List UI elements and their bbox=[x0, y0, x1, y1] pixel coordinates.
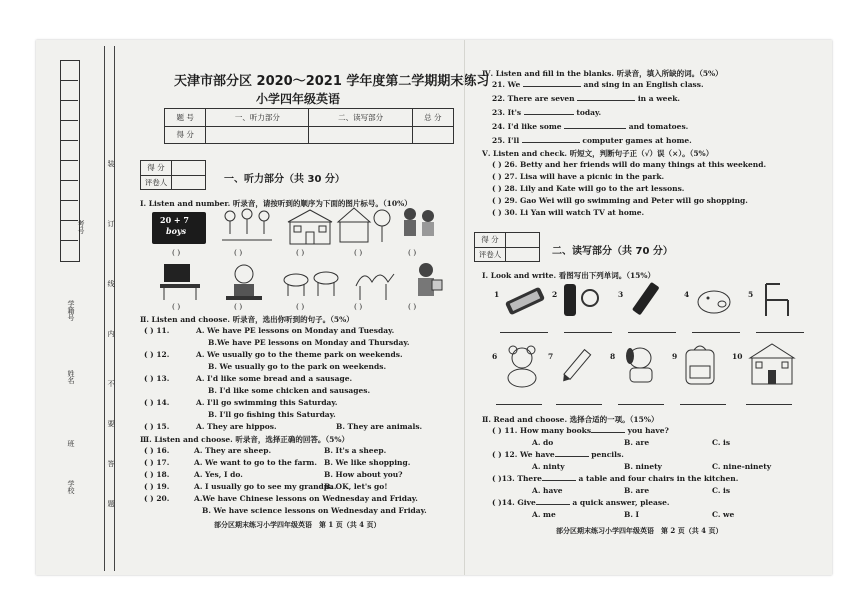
answer-blank[interactable] bbox=[555, 456, 589, 457]
option-c: C. is bbox=[712, 486, 731, 495]
question-number: ( ) 12. bbox=[144, 350, 170, 359]
option-a: A. I'd like some bread and a sausage. bbox=[196, 374, 353, 383]
part1-s1-title: Ⅰ. Listen and number. 听录音，请按听到的顺序为下面的图片标号。（10%） bbox=[140, 199, 412, 208]
question-text: you have? bbox=[627, 426, 669, 435]
picture-number: 6 bbox=[492, 352, 498, 361]
question-text: a table and four chairs in the kitchen. bbox=[578, 474, 739, 483]
score-table-cell: 总 分 bbox=[412, 109, 453, 127]
question-number: ( ) 13. bbox=[144, 374, 170, 383]
picture-number: 10 bbox=[732, 352, 743, 361]
score-box-label: 得 分 bbox=[475, 233, 506, 248]
answer-line[interactable] bbox=[496, 404, 542, 405]
school-building-picture bbox=[284, 206, 336, 246]
check-item: ( ) 30. Li Yan will watch TV at home. bbox=[492, 208, 645, 217]
pencil-box-picture bbox=[502, 282, 548, 320]
part2-s2-title: Ⅱ. Read and choose. 选择合适的一项。（15%） bbox=[482, 415, 659, 424]
part2-s1-title: Ⅰ. Look and write. 看图写出下列单词。（15%） bbox=[482, 271, 656, 280]
option-b: B. I bbox=[624, 510, 640, 519]
option-b: B. ninety bbox=[624, 462, 662, 471]
question-number: ( )14. bbox=[492, 498, 515, 507]
seal-char: 不 bbox=[107, 380, 115, 387]
question-text: Give bbox=[517, 498, 536, 507]
question-number: ( ) 15. bbox=[144, 422, 170, 431]
answer-paren: ( ) bbox=[234, 302, 243, 311]
option-c: C. nine-ninety bbox=[712, 462, 772, 471]
answer-paren: ( ) bbox=[234, 248, 243, 257]
grader-box-label: 评卷人 bbox=[141, 175, 172, 190]
picture-number: 9 bbox=[672, 352, 678, 361]
check-item: ( ) 27. Lisa will have a picnic in the park. bbox=[492, 172, 665, 181]
question-number: ( ) 11. bbox=[492, 426, 518, 435]
blank-pre: 22. There are seven bbox=[492, 94, 575, 103]
board-text: boys bbox=[166, 226, 187, 236]
part1-s5-title: Ⅴ. Listen and check. 听短文，判断句子正（√）误（×）。（5%） bbox=[482, 149, 714, 158]
option-a: A. ninty bbox=[532, 462, 565, 471]
answer-blank[interactable] bbox=[523, 86, 581, 87]
answer-line[interactable] bbox=[556, 404, 602, 405]
house-tree-picture bbox=[336, 202, 392, 248]
fill-blank-item bbox=[492, 80, 704, 89]
seal-char: 订 bbox=[107, 220, 115, 227]
answer-blank[interactable] bbox=[564, 128, 626, 129]
option-b: B. They are animals. bbox=[336, 422, 423, 431]
answer-blank[interactable] bbox=[524, 114, 574, 115]
option-b: B. It's a sheep. bbox=[324, 446, 387, 455]
exam-subtitle: 小学四年级英语 bbox=[256, 92, 341, 106]
name-label: 姓名 bbox=[67, 370, 75, 384]
option-b: B. How about you? bbox=[324, 470, 403, 479]
option-a: A. do bbox=[532, 438, 554, 447]
children-playing-picture bbox=[218, 206, 276, 246]
seal-char: 线 bbox=[107, 280, 115, 287]
blank-pre: 24. I'd like some bbox=[492, 122, 562, 131]
score-table-cell bbox=[309, 126, 412, 144]
footer-left: 部分区期末练习小学四年级英语 第 1 页（共 4 页） bbox=[214, 520, 381, 529]
score-table-cell bbox=[412, 126, 453, 144]
score-box-part1 bbox=[140, 160, 206, 190]
pen-picture bbox=[556, 346, 596, 386]
question-text: There bbox=[517, 474, 542, 483]
blank-pre: 21. We bbox=[492, 80, 521, 89]
part1-s3-title: Ⅲ. Listen and choose. 听录音，选择正确的回答。（5%） bbox=[140, 435, 350, 444]
question-number: ( )13. bbox=[492, 474, 515, 483]
question-text: How many books bbox=[520, 426, 592, 435]
check-item: ( ) 28. Lily and Kate will go to the art lessons. bbox=[492, 184, 685, 193]
question-number: ( ) 11. bbox=[144, 326, 170, 335]
boy-eating-picture bbox=[222, 262, 266, 304]
ruler-eraser-picture bbox=[560, 280, 602, 320]
family-picture bbox=[398, 204, 442, 246]
dog-picture bbox=[618, 344, 662, 386]
fill-blank-item bbox=[492, 136, 692, 145]
part1-s2-title: Ⅱ. Listen and choose. 听录音，选出你听到的句子。（5%） bbox=[140, 315, 354, 324]
option-a: A. They are hippos. bbox=[196, 422, 277, 431]
option-c: C. we bbox=[712, 510, 735, 519]
fill-blank-item bbox=[492, 94, 680, 103]
fill-blank-item bbox=[492, 122, 688, 131]
answer-paren: ( ) bbox=[408, 302, 417, 311]
option-a: A. They are sheep. bbox=[194, 446, 272, 455]
option-a: A.We have Chinese lessons on Wednesday and Friday. bbox=[194, 494, 418, 503]
question-number: ( ) 20. bbox=[144, 494, 170, 503]
seal-char: 答 bbox=[107, 460, 115, 467]
binding-line bbox=[104, 46, 105, 571]
answer-line[interactable] bbox=[756, 332, 804, 333]
option-a: A. We want to go to the farm. bbox=[194, 458, 317, 467]
picture-number: 8 bbox=[610, 352, 616, 361]
option-c: C. is bbox=[712, 438, 731, 447]
blank-post: and tomatoes. bbox=[628, 122, 689, 131]
boy-reading-picture bbox=[408, 260, 448, 304]
blank-post: computer games at home. bbox=[582, 136, 692, 145]
option-a: A. have bbox=[532, 486, 563, 495]
seal-char: 装 bbox=[107, 160, 115, 167]
question-text: a quick answer, please. bbox=[572, 498, 670, 507]
answer-line[interactable] bbox=[618, 404, 664, 405]
answer-blank[interactable] bbox=[522, 142, 580, 143]
part2-heading: 二、读写部分（共 70 分） bbox=[552, 246, 673, 257]
answer-paren: ( ) bbox=[354, 248, 363, 257]
answer-blank[interactable] bbox=[577, 100, 635, 101]
page-fold bbox=[464, 40, 465, 575]
score-table-cell: 得 分 bbox=[165, 126, 206, 144]
computer-desk-picture bbox=[156, 262, 206, 302]
seal-char: 题 bbox=[107, 500, 115, 507]
crayon-picture bbox=[626, 282, 666, 318]
answer-line[interactable] bbox=[746, 404, 792, 405]
seal-char: 要 bbox=[107, 420, 115, 427]
answer-line[interactable] bbox=[564, 332, 612, 333]
exam-paper bbox=[36, 40, 832, 575]
question-number: ( ) 18. bbox=[144, 470, 170, 479]
student-id-label: 学籍号 bbox=[67, 300, 75, 321]
check-item: ( ) 26. Betty and her friends will do many things at this weekend. bbox=[492, 160, 767, 169]
answer-blank[interactable] bbox=[591, 432, 625, 433]
score-table-cell bbox=[206, 126, 309, 144]
mc-question bbox=[492, 450, 624, 459]
part1-s4-title: Ⅳ. Listen and fill in the blanks. 听录音，填入所缺的词。（5%） bbox=[482, 69, 723, 78]
option-b: B.We have PE lessons on Monday and Thursday. bbox=[208, 338, 410, 347]
school-picture bbox=[744, 340, 800, 388]
picture-number: 1 bbox=[494, 290, 500, 299]
answer-paren: ( ) bbox=[172, 302, 181, 311]
blank-post: today. bbox=[576, 108, 602, 117]
option-a: A. I'll go swimming this Saturday. bbox=[196, 398, 338, 407]
option-b: B. are bbox=[624, 486, 650, 495]
picture-number: 5 bbox=[748, 290, 754, 299]
picture-number: 3 bbox=[618, 290, 624, 299]
binding-line bbox=[114, 46, 115, 571]
answer-blank[interactable] bbox=[542, 480, 576, 481]
answer-line[interactable] bbox=[692, 332, 740, 333]
score-table-cell: 二、读写部分 bbox=[309, 109, 412, 127]
answer-line[interactable] bbox=[628, 332, 676, 333]
question-number: ( ) 16. bbox=[144, 446, 170, 455]
option-b: B. We like shopping. bbox=[324, 458, 411, 467]
blank-post: and sing in an English class. bbox=[583, 80, 704, 89]
mc-question bbox=[492, 426, 669, 435]
answer-paren: ( ) bbox=[172, 248, 181, 257]
horses-picture bbox=[280, 262, 344, 302]
option-a: A. We usually go to the theme park on weekends. bbox=[196, 350, 403, 359]
teddy-bear-picture bbox=[500, 344, 544, 388]
answer-paren: ( ) bbox=[296, 302, 305, 311]
score-box-label: 得 分 bbox=[141, 161, 172, 176]
question-number: ( ) 19. bbox=[144, 482, 170, 491]
grader-box-label: 评卷人 bbox=[475, 247, 506, 262]
seal-char: 内 bbox=[107, 330, 115, 337]
blank-post: in a week. bbox=[637, 94, 681, 103]
blackboard-picture bbox=[152, 212, 206, 244]
option-b: B. We usually go to the park on weekends. bbox=[208, 362, 387, 371]
class-label: 班 bbox=[67, 440, 75, 447]
footer-right: 部分区期末练习小学四年级英语 第 2 页（共 4 页） bbox=[556, 526, 723, 535]
question-number: ( ) 17. bbox=[144, 458, 170, 467]
mc-question bbox=[492, 474, 738, 483]
option-a: A. me bbox=[532, 510, 556, 519]
question-number: ( ) 14. bbox=[144, 398, 170, 407]
school-label: 学校 bbox=[67, 480, 75, 494]
option-b: B. I'll go fishing this Saturday. bbox=[208, 410, 336, 419]
option-a: A. I usually go to see my grandpa. bbox=[194, 482, 337, 491]
option-b: B. OK, let's go! bbox=[324, 482, 388, 491]
fill-blank-item bbox=[492, 108, 601, 117]
option-b: B. We have science lessons on Wednesday and Friday. bbox=[202, 506, 427, 515]
question-text: We have bbox=[520, 450, 555, 459]
score-table-cell: 一、听力部分 bbox=[206, 109, 309, 127]
check-item: ( ) 29. Gao Wei will go swimming and Peter will go shopping. bbox=[492, 196, 748, 205]
chair-picture bbox=[756, 280, 796, 320]
mc-question bbox=[492, 498, 670, 507]
question-number: ( ) 12. bbox=[492, 450, 518, 459]
answer-blank[interactable] bbox=[536, 504, 570, 505]
option-b: B. I'd like some chicken and sausages. bbox=[208, 386, 371, 395]
score-box-part2 bbox=[474, 232, 540, 262]
question-text: pencils. bbox=[591, 450, 624, 459]
answer-paren: ( ) bbox=[296, 248, 305, 257]
schoolbag-picture bbox=[680, 342, 720, 388]
answer-line[interactable] bbox=[680, 404, 726, 405]
part1-heading: 一、听力部分（共 30 分） bbox=[224, 174, 345, 185]
picture-number: 2 bbox=[552, 290, 558, 299]
camel-picture bbox=[350, 262, 400, 304]
board-text: 20 + 7 bbox=[160, 215, 189, 225]
picture-number: 7 bbox=[548, 352, 554, 361]
exam-title: 天津市部分区 2020～2021 学年度第二学期期末练习 bbox=[174, 74, 490, 89]
exam-number-label: 考号 bbox=[77, 220, 85, 234]
pig-picture bbox=[692, 284, 736, 318]
option-a: A. We have PE lessons on Monday and Tuesday. bbox=[196, 326, 395, 335]
answer-line[interactable] bbox=[500, 332, 548, 333]
option-a: A. Yes, I do. bbox=[194, 470, 243, 479]
blank-pre: 23. It's bbox=[492, 108, 522, 117]
score-table bbox=[164, 108, 454, 144]
answer-paren: ( ) bbox=[354, 302, 363, 311]
blank-pre: 25. I'll bbox=[492, 136, 520, 145]
score-table-cell: 题 号 bbox=[165, 109, 206, 127]
picture-number: 4 bbox=[684, 290, 690, 299]
answer-paren: ( ) bbox=[408, 248, 417, 257]
option-b: B. are bbox=[624, 438, 650, 447]
